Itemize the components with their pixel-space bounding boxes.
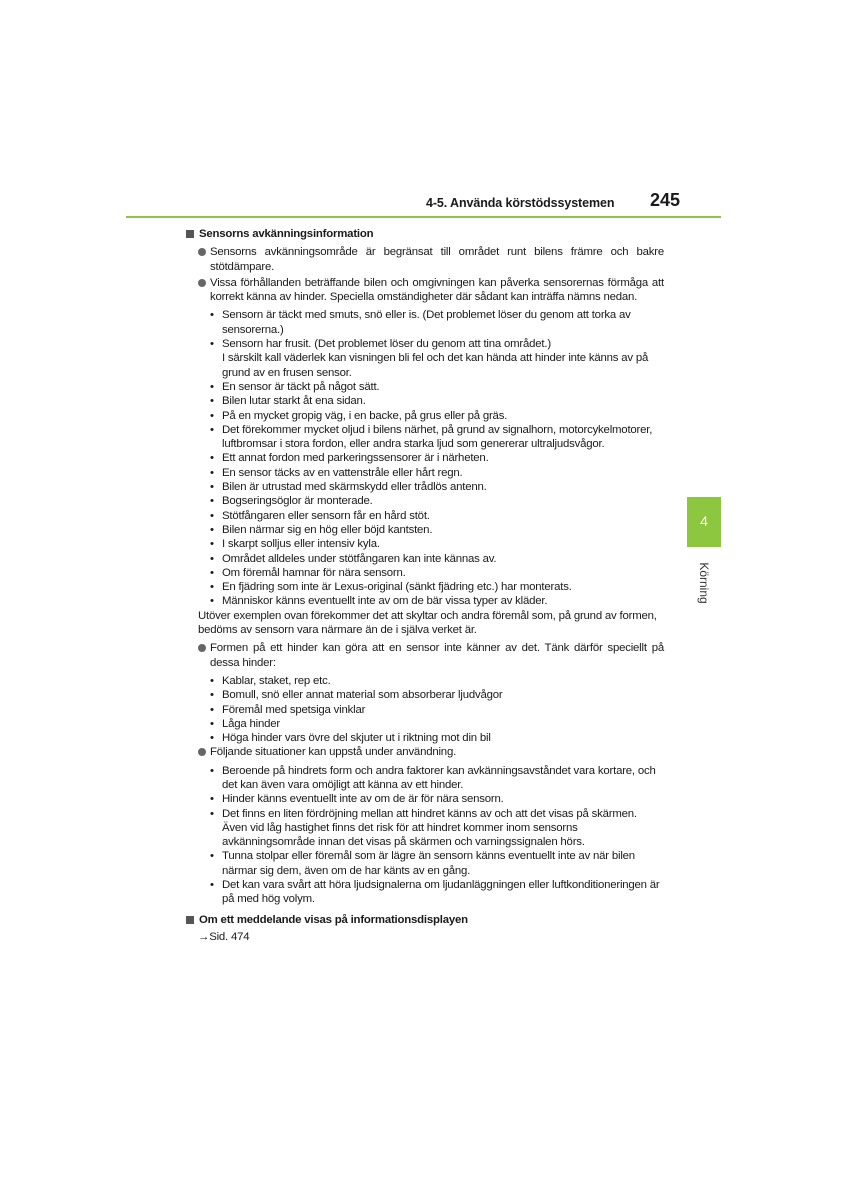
section-title xyxy=(186,913,664,927)
list-item xyxy=(186,745,664,759)
list-item-text: Formen på ett hinder kan göra att en sensor inte känner av det. Tänk därför speciellt på dessa hinder: xyxy=(210,642,664,669)
sub-list-item: • Höga hinder vars övre del skjuter ut i riktning mot din bil xyxy=(210,732,491,745)
sub-list-item: • Det finns en liten fördröjning mellan att hindret känns av och att det visas på skärmen. Även vid låg hastighet finns det risk för att hindret kommer inom sensorns avkänningsområde innan det visas på skärmen och varningssignalen hörs. xyxy=(210,807,637,849)
sub-list-item: • Ett annat fordon med parkeringssensorer är i närheten. xyxy=(210,452,489,465)
sub-list-item: • Bilen är utrustad med skärmskydd eller trådlös antenn. xyxy=(210,481,487,494)
sub-list-item: • En sensor är täckt på något sätt. xyxy=(210,380,380,393)
sub-list-item: • Föremål med spetsiga vinklar xyxy=(210,703,366,716)
page-content xyxy=(186,226,664,944)
sub-list-item: • Hinder känns eventuellt inte av om de är för nära sensorn. xyxy=(210,793,504,806)
sub-list-item: • Kablar, staket, rep etc. xyxy=(210,674,331,687)
page-number: 245 xyxy=(650,190,681,210)
sub-list-item: • På en mycket gropig väg, i en backe, på grus eller på gräs. xyxy=(210,409,508,422)
sub-list-item: • Människor känns eventuellt inte av om de bär vissa typer av kläder. xyxy=(210,595,548,608)
circle-bullet-icon xyxy=(198,248,206,256)
sub-list-item: • Tunna stolpar eller föremål som är lägre än sensorn känns eventuellt inte av när bilen närmar sig dem, även om de har känts av en gång. xyxy=(210,850,635,877)
list-item xyxy=(186,276,664,305)
sub-list xyxy=(186,764,664,907)
sub-list-item: • Det förekommer mycket oljud i bilens närhet, på grund av signalhorn, motorcykelmotorer, luftbromsar i stora fordon, eller andra starka ljud som genererar ultraljudsvågor. xyxy=(210,423,653,451)
sub-list-item: • Låga hinder xyxy=(210,717,280,730)
sub-list-item: • I skarpt solljus eller intensiv kyla. xyxy=(210,538,380,551)
circle-bullet-icon xyxy=(198,644,206,652)
section-title-text: Om ett meddelande visas på informationsdisplayen xyxy=(199,913,468,926)
sub-list-item: • En sensor täcks av en vattenstråle eller hårt regn. xyxy=(210,466,463,479)
sub-list-item: • Det kan vara svårt att höra ljudsignalerna om ljudanläggningen eller luftkonditioneringen är på med hög volym. xyxy=(210,879,660,906)
sub-list-item: • Sensorn har frusit. (Det problemet löser du genom att tina området.) I särskilt kall väderlek kan visningen bli fel och det kan hända att hinder inte känns av på grund av en frusen sensor. xyxy=(210,338,649,379)
list-item xyxy=(186,641,664,670)
list-item-text: Sensorns avkänningsområde är begränsat till området runt bilens främre och bakre stötdämpare. xyxy=(210,246,664,273)
chapter-label xyxy=(689,553,719,613)
square-bullet-icon xyxy=(186,230,194,238)
section-title xyxy=(186,227,664,241)
sub-list-item: • Bogseringsöglor är monterade. xyxy=(210,495,373,508)
square-bullet-icon xyxy=(186,916,194,924)
chapter-label-text: Körning xyxy=(697,562,711,604)
circle-bullet-icon xyxy=(198,279,206,287)
paragraph: Utöver exemplen ovan förekommer det att skyltar och andra föremål som, på grund av formen, bedöms av sensorn vara närmare än de i själva verket är. xyxy=(198,609,657,637)
header-divider xyxy=(126,216,721,218)
sub-list-item: • Området alldeles under stötfångaren kan inte kännas av. xyxy=(210,552,497,565)
list-item-text: Vissa förhållanden beträffande bilen och omgivningen kan påverka sensorernas förmåga att korrekt känna av hinder. Speciella omständigheter där sådant kan inträffa nämns nedan. xyxy=(210,276,664,304)
list-item xyxy=(186,245,664,274)
page-reference-link[interactable]: →Sid. 474 xyxy=(198,930,250,943)
sub-list-item: • Beroende på hindrets form och andra faktorer kan avkänningsavståndet vara kortare, och det kan även vara omöjligt att känna av ett hinder. xyxy=(210,764,656,791)
sub-list-item: • Om föremål hamnar för nära sensorn. xyxy=(210,566,406,579)
sub-list xyxy=(186,308,664,608)
section-title-text: Sensorns avkänningsinformation xyxy=(199,228,374,240)
sub-list-item: • Bomull, snö eller annat material som absorberar ljudvågor xyxy=(210,689,503,702)
chapter-tab: 4 xyxy=(687,497,721,547)
circle-bullet-icon xyxy=(198,748,206,756)
sub-list-item: • En fjädring som inte är Lexus-original (sänkt fjädring etc.) har monterats. xyxy=(210,581,572,594)
section-header: 4-5. Använda körstödssystemen xyxy=(426,196,615,210)
list-item-text: Följande situationer kan uppstå under användning. xyxy=(210,746,457,759)
sub-list-item: • Stötfångaren eller sensorn får en hård stöt. xyxy=(210,509,430,522)
sub-list-item: • Bilen lutar starkt åt ena sidan. xyxy=(210,395,366,408)
sub-list-item: • Bilen närmar sig en hög eller böjd kantsten. xyxy=(210,523,433,536)
sub-list-item: • Sensorn är täckt med smuts, snö eller is. (Det problemet löser du genom att torka av sensorerna.) xyxy=(210,309,631,336)
sub-list xyxy=(186,674,664,745)
